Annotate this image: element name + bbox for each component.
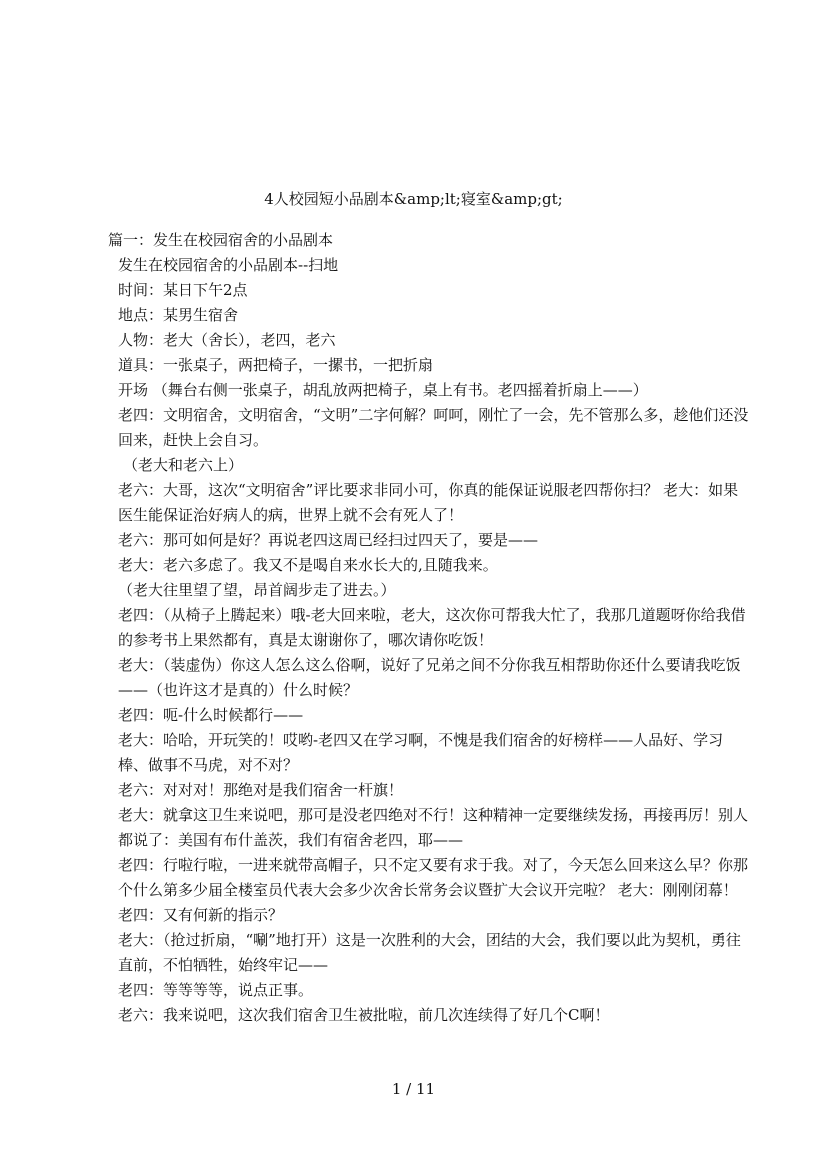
paragraph: 时间：某日下午2点	[118, 281, 248, 299]
document-title: 4人校园短小品剧本&amp;lt;寝室&amp;gt;	[264, 190, 563, 208]
document-body	[88, 228, 752, 1028]
paragraph: 老大：（装虚伪）你这人怎么这么俗啊，说好了兄弟之间不分你我互相帮助你还什么要请我吃饭——（也许这才是真的）什么时候？	[118, 656, 741, 699]
paragraph: 发生在校园宿舍的小品剧本--扫地	[118, 256, 339, 274]
paragraph: 篇一：发生在校园宿舍的小品剧本	[108, 231, 334, 249]
paragraph: 老四：（从椅子上腾起来）哦-老大回来啦，老大，这次你可帮我大忙了，我那几道题呀你给我借的参考书上果然都有，真是太谢谢你了，哪次请你吃饭！	[118, 606, 746, 649]
paragraph: （老大和老六上）	[123, 456, 244, 474]
paragraph: 老四：又有何新的指示？	[118, 906, 284, 924]
paragraph: 老六：我来说吧，这次我们宿舍卫生被批啦，前几次连续得了好几个C啊！	[118, 1006, 610, 1024]
paragraph: 老大：就拿这卫生来说吧，那可是没老四绝对不行！这种精神一定要继续发扬，再接再厉！别人都说了：美国有布什盖茨，我们有宿舍老四，耶——	[118, 806, 749, 849]
paragraph: 老大：（抢过折扇，“唰”地打开）这是一次胜利的大会，团结的大会，我们要以此为契机，勇往直前，不怕牺牲，始终牢记——	[118, 931, 741, 974]
paragraph: 开场 （舞台右侧一张桌子，胡乱放两把椅子，桌上有书。老四摇着折扇上——）	[118, 381, 648, 399]
paragraph: （老大往里望了望，昂首阔步走了进去。）	[118, 581, 396, 599]
paragraph: 老四：行啦行啦，一进来就带高帽子，只不定又要有求于我。对了，今天怎么回来这么早？你那个什么第多少届全楼室员代表大会多少次舍长常务会议暨扩大会议开完啦？ 老大：刚刚闭幕！	[118, 856, 749, 899]
paragraph: 老四：等等等等，说点正事。	[118, 981, 314, 999]
paragraph: 老六：对对对！那绝对是我们宿舍一杆旗！	[118, 781, 404, 799]
paragraph: 老大：哈哈，开玩笑的！哎哟-老四又在学习啊，不愧是我们宿舍的好榜样——人品好、学习棒、做事不马虎，对不对？	[118, 731, 724, 774]
paragraph: 道具：一张桌子，两把椅子，一摞书，一把折扇	[118, 356, 434, 374]
paragraph: 老四：文明宿舍，文明宿舍，“文明”二字何解？呵呵，刚忙了一会，先不管那么多，趁他们还没回来，赶快上会自习。	[118, 406, 749, 449]
paragraph: 老六：那可如何是好？再说老四这周已经扫过四天了，要是——	[118, 531, 539, 549]
paragraph: 老六：大哥，这次“文明宿舍”评比要求非同小可，你真的能保证说服老四帮你扫？ 老大：如果医生能保证治好病人的病，世界上就不会有死人了！	[118, 481, 739, 524]
page-number: 1 / 11	[391, 1080, 436, 1098]
paragraph: 人物：老大（舍长），老四，老六	[118, 331, 336, 349]
paragraph: 老大：老六多虑了。我又不是喝自来水长大的,且随我来。	[118, 556, 498, 574]
paragraph: 地点：某男生宿舍	[118, 306, 239, 324]
paragraph: 老四：呃-什么时候都行——	[118, 706, 304, 724]
